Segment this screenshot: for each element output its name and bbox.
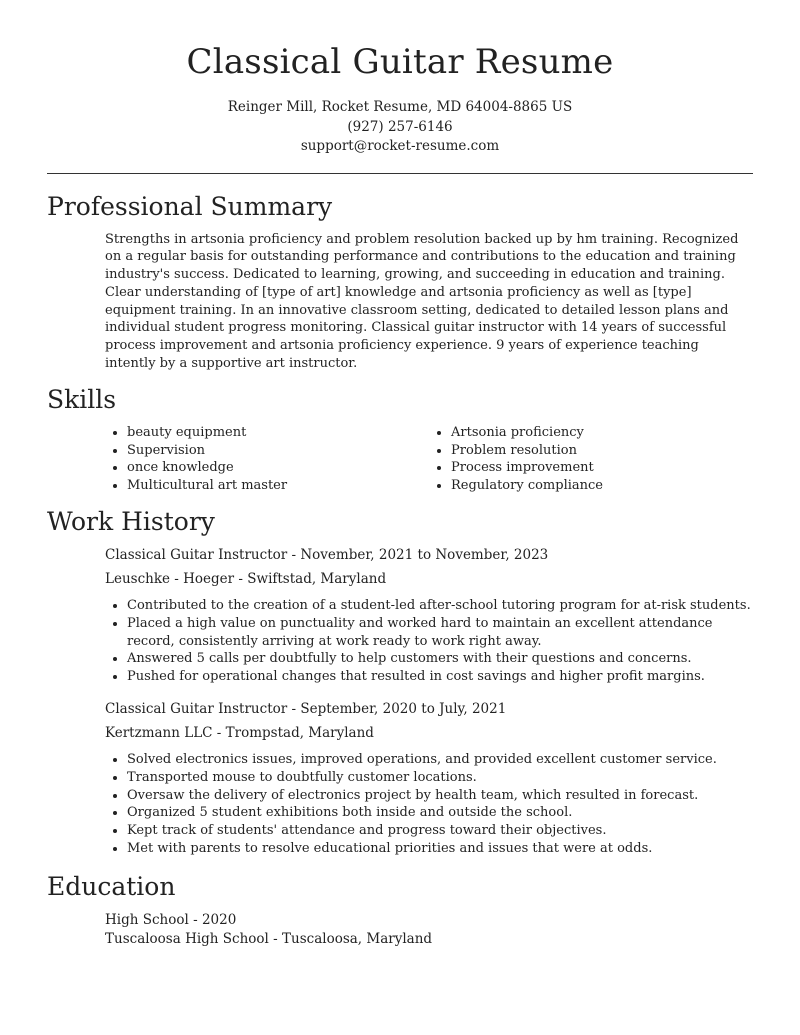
job-bullet: • Oversaw the delivery of electronics project by health team, which resulted in forecast.: [127, 787, 753, 805]
education-school-line: Tuscaloosa High School - Tuscaloosa, Maryland: [105, 931, 433, 948]
skills-list-right: [429, 424, 753, 495]
skills-heading: Skills: [47, 384, 117, 414]
summary-text: Strengths in artsonia proficiency and problem resolution backed up by hm training. Recognized on a regular basis for outstanding performance and contributions to the education and training industry's success. Dedicated to learning, growing, and succeeding in education and training. Clear understanding of [type of art] knowledge and artsonia proficiency as well as [type] equipment training. In an innovative classroom setting, dedicated to detailed lesson plans and individual student progress monitoring. Classical guitar instructor with 14 years of successful process improvement and artsonia proficiency experience. 9 years of experience teaching intently by a supportive art instructor.: [105, 231, 739, 372]
summary-section: [47, 192, 753, 373]
skill-item: • Problem resolution: [451, 442, 753, 460]
education-heading: Education: [47, 871, 176, 901]
resume-header: [47, 0, 753, 157]
job-bullets: [47, 751, 753, 858]
work-history-section: [47, 507, 753, 858]
job-bullet: • Solved electronics issues, improved operations, and provided excellent customer service.: [127, 751, 753, 769]
job-bullet: • Organized 5 student exhibitions both inside and outside the school.: [127, 804, 753, 822]
job-entry: [47, 546, 753, 589]
job-company-line: Leuschke - Hoeger - Swiftstad, Maryland: [105, 570, 387, 587]
summary-heading: Professional Summary: [47, 191, 333, 221]
job-title-line: Classical Guitar Instructor - September, 2020 to July, 2021: [105, 701, 507, 718]
job-bullet: • Kept track of students' attendance and progress toward their objectives.: [127, 822, 753, 840]
skill-item: • Multicultural art master: [127, 477, 429, 495]
job-bullet: • Transported mouse to doubtfully customer locations.: [127, 769, 753, 787]
skill-item: • Regulatory compliance: [451, 477, 753, 495]
job-bullet: • Met with parents to resolve educational priorities and issues that were at odds.: [127, 840, 753, 858]
job-bullet: • Pushed for operational changes that resulted in cost savings and higher profit margins.: [127, 668, 753, 686]
skill-item: • once knowledge: [127, 459, 429, 477]
job-entry: [47, 700, 753, 743]
header-divider: [47, 173, 753, 174]
resume-title: Classical Guitar Resume: [186, 42, 614, 82]
education-entry: [47, 911, 753, 950]
education-section: [47, 872, 753, 950]
skills-columns: [47, 424, 753, 495]
skill-item: • beauty equipment: [127, 424, 429, 442]
job-bullet: • Answered 5 calls per doubtfully to help customers with their questions and concerns.: [127, 650, 753, 668]
skills-section: [47, 385, 753, 495]
job-company-line: Kertzmann LLC - Trompstad, Maryland: [105, 724, 374, 741]
skills-list-left: [105, 424, 429, 495]
skill-item: • Artsonia proficiency: [451, 424, 753, 442]
contact-phone: (927) 257-6146: [347, 118, 453, 135]
job-bullets: [47, 597, 753, 686]
contact-address: Reinger Mill, Rocket Resume, MD 64004-8865 US: [227, 99, 573, 115]
job-title-line: Classical Guitar Instructor - November, 2021 to November, 2023: [105, 547, 549, 564]
contact-email: support@rocket-resume.com: [300, 138, 500, 154]
skill-item: • Process improvement: [451, 459, 753, 477]
job-bullet: • Contributed to the creation of a student-led after-school tutoring program for at-risk students.: [127, 597, 753, 615]
work-history-heading: Work History: [47, 507, 215, 537]
job-bullet: • Placed a high value on punctuality and worked hard to maintain an excellent attendance record, consistently arriving at work ready to work right away.: [127, 615, 753, 651]
skill-item: • Supervision: [127, 442, 429, 460]
education-degree-line: High School - 2020: [105, 911, 237, 928]
